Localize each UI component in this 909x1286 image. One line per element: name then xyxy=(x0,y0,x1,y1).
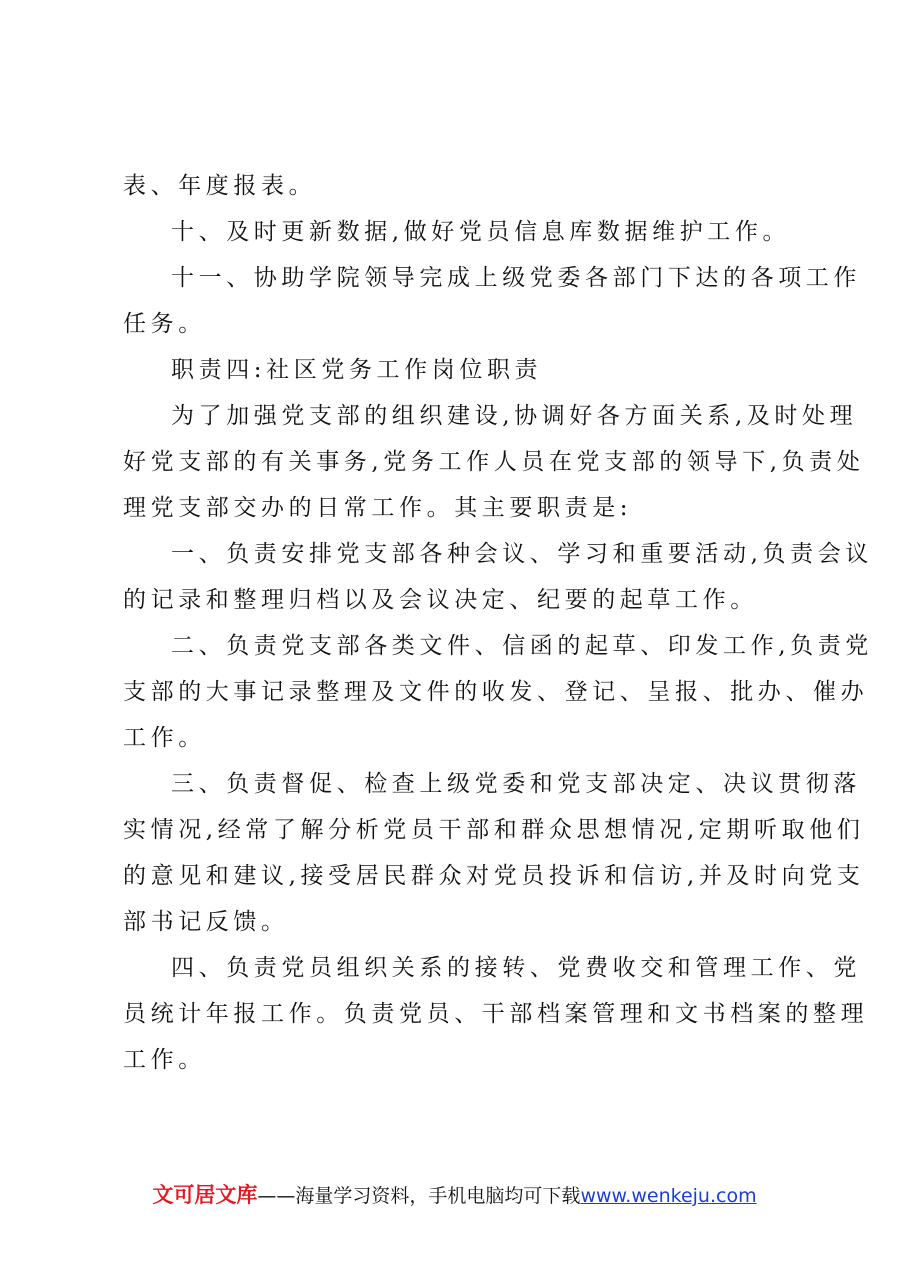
text-line: 工作。 xyxy=(123,725,206,751)
text-line: 支部的大事记录整理及文件的收发、登记、呈报、批办、催办 xyxy=(123,679,869,705)
footer-tagline: ——海量学习资料，手机电脑均可下载 xyxy=(257,1185,581,1207)
text-line: 表、年度报表。 xyxy=(123,173,317,199)
text-line: 一、负责安排党支部各种会议、学习和重要活动,负责会议 xyxy=(171,541,873,567)
text-line: 十一、协助学院领导完成上级党委各部门下达的各项工作 xyxy=(171,265,861,291)
text-line: 实情况,经常了解分析党员干部和群众思想情况,定期听取他们 xyxy=(123,817,865,843)
text-line: 任务。 xyxy=(123,311,206,337)
section-heading: 职责四:社区党务工作岗位职责 xyxy=(171,357,543,383)
brand-name: 文可居文库 xyxy=(152,1183,258,1207)
text-line: 工作。 xyxy=(123,1047,206,1073)
text-line: 的记录和整理归档以及会议决定、纪要的起草工作。 xyxy=(123,587,758,613)
website-link[interactable]: www.wenkeju.com xyxy=(580,1185,757,1207)
text-line: 员统计年报工作。负责党员、干部档案管理和文书档案的整理 xyxy=(123,1001,869,1027)
document-body xyxy=(123,163,873,1083)
text-line: 为了加强党支部的组织建设,协调好各方面关系,及时处理 xyxy=(171,403,858,429)
footer-banner xyxy=(0,1180,909,1211)
text-line: 十、及时更新数据,做好党员信息库数据维护工作。 xyxy=(171,219,791,245)
text-line: 的意见和建议,接受居民群众对党员投诉和信访,并及时向党支 xyxy=(123,863,865,889)
text-line: 好党支部的有关事务,党务工作人员在党支部的领导下,负责处 xyxy=(123,449,865,475)
text-line: 理党支部交办的日常工作。其主要职责是: xyxy=(123,495,633,521)
text-line: 三、负责督促、检查上级党委和党支部决定、决议贯彻落 xyxy=(171,771,861,797)
text-line: 部书记反馈。 xyxy=(123,909,289,935)
text-line: 二、负责党支部各类文件、信函的起草、印发工作,负责党 xyxy=(171,633,873,659)
text-line: 四、负责党员组织关系的接转、党费收交和管理工作、党 xyxy=(171,955,861,981)
